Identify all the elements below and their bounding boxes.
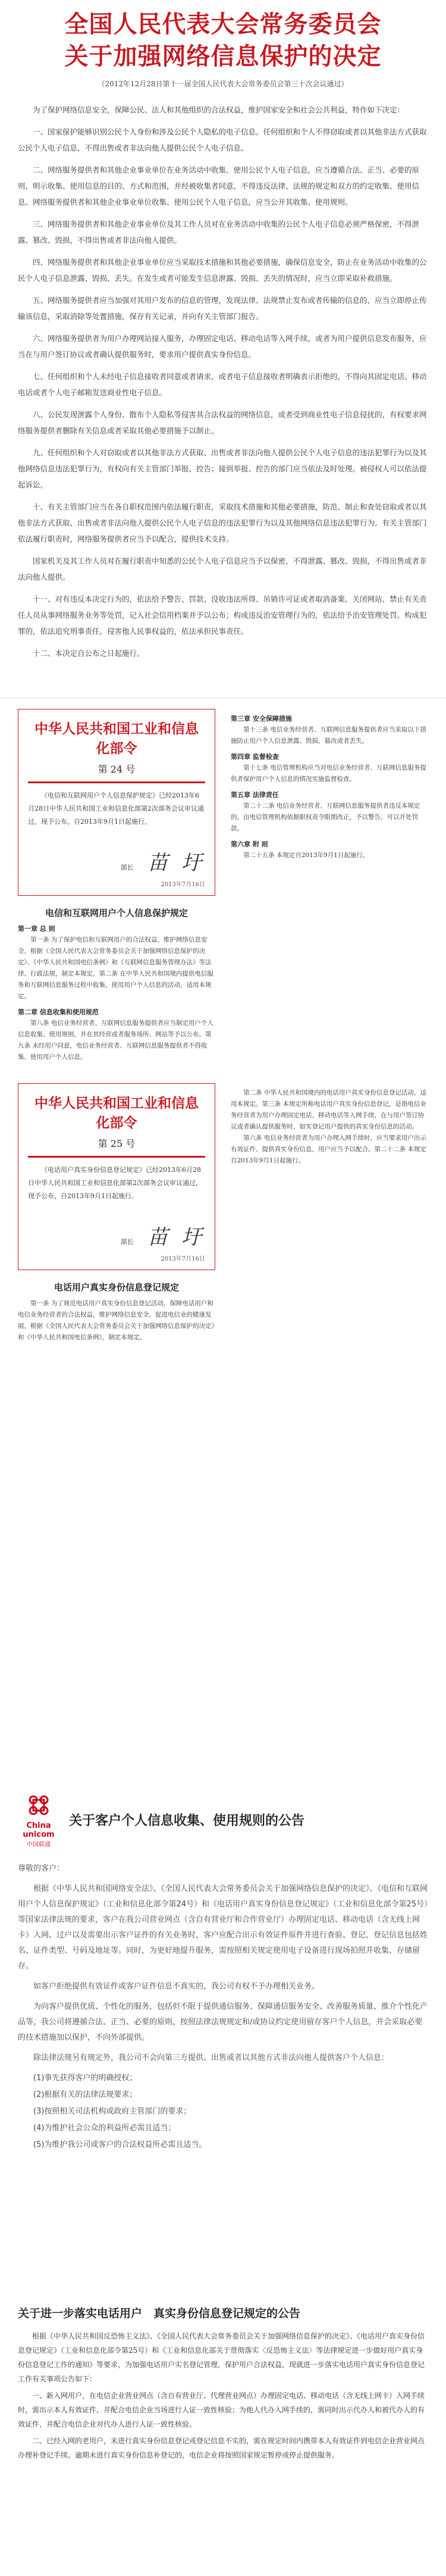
list-item: (4)为维护社会公众的利益所必需且适当；	[33, 2124, 176, 2133]
chapter-title: 第五章 法律责任	[231, 791, 279, 799]
chapter-text: 第十七条 电信管理机构应当对电信业务经营者、互联网信息服务提供者保护用户个人信息的情况实施监督检查。	[231, 764, 426, 783]
unicom-logo	[18, 1792, 59, 1848]
decision-paragraph: 为了保护网络信息安全，保障公民、法人和其他组织的合法权益，维护国家安全和社会公共利益，特作如下决定：	[33, 105, 405, 114]
logo-english: China unicom	[23, 1821, 55, 1839]
chapter-text: 第八条 电信业务经营者、互联网信息服务提供者应当制定用户个人信息收集、使用规则，并在其经营或者服务场所、网站等予以公布。第九条 未经用户同意，电信业务经营者、互联网信息服务提供者不得收集、使用用户个人信息。	[18, 1020, 213, 1061]
notice-paragraph: 二、已经入网的老用户，未进行真实身份信息登记或登记信息不实的，需在规定时间内携带本人有效证件到电信企业营业网点办理补登记手续。逾期未进行真实身份信息补登记的，电信企业将按照国家规定暂停或停止提供服务。	[18, 2437, 425, 2459]
notice-paragraph: 根据《中华人民共和国反恐怖主义法》、《全国人民代表大会常务委员会关于加强网络信息保护的决定》、《电话用户真实身份信息登记规定》（工业和信息化部令第25号）和《工业和信息化部关于贯彻落实〈反恐怖主义法〉等法律规定进一步做好用户真实身份信息登记工作的通知》等要求，为加强电话用户实名登记管理，保护用户合法权益，现就进一步落实电话用户真实身份信息登记工作有关事项公告如下：	[18, 2332, 425, 2383]
article-text: 第一条 为了规范电话用户真实身份信息登记活动，保障电话用户和电信业务经营者的合法权益，维护网络信息安全，促进电信业的健康发展，根据《全国人民代表大会常务委员会关于加强网络信息保护的决定》和《中华人民共和国电信条例》，制定本规定。	[18, 1300, 215, 1341]
decision-paragraph: 十、有关主管部门应当在各自职权范围内依法履行职责，采取技术措施和其他必要措施，防范、制止和查处窃取或者以其他非法方式获取、出售或者非法向他人提供公民个人电子信息的违法犯罪行为以及其他网络信息违法犯罪行为。有关主管部门依法履行职责时，网络服务提供者应当予以配合，提供技术支持。	[18, 502, 427, 543]
right-column	[231, 709, 428, 1781]
signature-block	[28, 1221, 205, 1250]
sign-label: 部长	[120, 1238, 134, 1246]
minister-signature: 苗 圩	[147, 851, 205, 875]
announcement-paragraph: 根据《中华人民共和国网络安全法》、《全国人民代表大会常务委员会关于加强网络信息保护的决定》、《电信和互联网用户个人信息保护规定》（工业和信息化部令第24号）和《电话用户真实身份信息登记规定》（工业和信息化部令第25号）等国家法律法规的要求，客户在我公司营业网点（含自有营业厅和合作营业厅）办理固定电话、移动电话（含无线上网卡）入网、过户以及需要出示客户证件的有关业务时，客户应配合出示有效证件原件并进行查验、登记，登记信息包括姓名、证件类型、号码及地址等。同时，为更好地提升服务，需按照相关规定使用电子设备进行现场拍照并收集、存储留存。	[18, 1884, 428, 1971]
order-issuer: 中华人民共和国工业和信息化部令	[34, 1095, 199, 1131]
order-25-header	[18, 1083, 215, 1270]
greeting: 尊敬的客户：	[18, 1864, 65, 1873]
regulation-title: 电信和互联网用户个人信息保护规定	[45, 908, 188, 918]
chapter-text: 第二十二条 电信业务经营者、互联网信息服务提供者违反本规定的，由电信管理机构依据职权责令限期改正，予以警告，可以并处罚款。	[231, 802, 420, 832]
chapter-title: 第一章 总 则	[18, 925, 55, 933]
unicom-header	[18, 1792, 428, 1848]
sign-label: 部长	[120, 864, 134, 871]
list-item: (1)事先获得客户的明确授权；	[33, 2074, 137, 2083]
decision-section	[0, 0, 446, 698]
order-number: 第 24 号	[98, 764, 136, 775]
decision-paragraph: 十二、本决定自公布之日起施行。	[33, 649, 145, 658]
chapter-title: 第四章 监督检查	[231, 753, 279, 761]
order-body: 《电话用户真实身份信息登记规定》已经2013年6月28日中华人民共和国工业和信息化部第2次部务会议审议通过，现予公布，自2013年9月1日起施行。	[28, 1166, 202, 1200]
list-item: (2)根据有关的法律法规要求；	[33, 2090, 137, 2099]
chapter-title: 第三章 安全保障措施	[231, 715, 292, 723]
decision-paragraph: 二、网络服务提供者和其他企业事业单位在业务活动中收集、使用公民个人电子信息，应当遵循合法、正当、必要的原则，明示收集、使用信息的目的、方式和范围，并经被收集者同意，不得违反法律、法规的规定和双方的约定收集、使用信息。网络服务提供者和其他企业事业单位收集、使用公民个人电子信息，应当公开其收集、使用规则。	[18, 165, 420, 207]
order-body: 《电信和互联网用户个人信息保护规定》已经2013年6月28日中华人民共和国工业和信息化部第2次部务会议审议通过，现予公布，自2013年9月1日起施行。	[28, 792, 204, 826]
decision-paragraph: 九、任何组织和个人对窃取或者以其他非法方式获取、出售或者非法向他人提供公民个人电子信息的违法犯罪行为以及其他网络信息违法犯罪行为，有权向有关主管部门举报、控告；接到举报、控告的部门应当依法及时处理。被侵权人可以依法提起诉讼。	[18, 448, 427, 489]
signature-block	[28, 846, 205, 876]
article-text: 第六条 电信业务经营者为用户办理入网手续时，应当要求用户出示有效证件、提供真实身份信息，用户应当予以配合。第二十二条 本规定自2013年9月1日起施行。	[231, 1134, 426, 1164]
decision-paragraph: 六、网络服务提供者为用户办理网站接入服务，办理固定电话、移动电话等入网手续，或者为用户提供信息发布服务，应当在与用户签订协议或者确认提供服务时，要求用户提供真实身份信息。	[18, 334, 427, 359]
decision-paragraph: 四、网络服务提供者和其他企业事业单位应当采取技术措施和其他必要措施，确保信息安全，防止在业务活动中收集的公民个人电子信息泄露、毁损、丢失。在发生或者可能发生信息泄露、毁损、丢失的情况时，应当立即采取补救措施。	[18, 258, 427, 283]
order-date: 2013年7月16日	[161, 1256, 205, 1262]
order-number: 第 25 号	[98, 1138, 136, 1149]
red-divider	[28, 1156, 205, 1158]
realname-notice-section	[0, 2299, 446, 2576]
list-item: (3)按照相关司法机构或政府主管部门的要求；	[33, 2107, 191, 2116]
chapter-text: 第一条 为了保护电信和互联网用户的合法权益，维护网络信息安全，根据《全国人民代表大会常务委员会关于加强网络信息保护的决定》、《中华人民共和国电信条例》和《互联网信息服务管理办法》等法律、行政法规，制定本规定。第二条 在中华人民共和国境内提供电信服务和互联网信息服务过程中收集、使用用户个人信息的活动，适用本规定。	[18, 936, 213, 1000]
order-24-header	[18, 709, 215, 896]
minister-signature: 苗 圩	[147, 1226, 205, 1249]
order-date: 2013年7月16日	[161, 881, 205, 888]
regulation-title: 电话用户真实身份信息登记规定	[54, 1282, 179, 1293]
decision-paragraph: 八、公民发现泄露个人身份、散布个人隐私等侵害其合法权益的网络信息，或者受到商业性电子信息侵扰的，有权要求网络服务提供者删除有关信息或者采取其他必要措施予以制止。	[18, 410, 427, 435]
red-divider	[28, 781, 205, 783]
announcement-paragraph: 除法律法规另有规定外，我公司不会向第三方提供、出售或者以其他方式非法向他人提供客户个人信息：	[33, 2053, 390, 2062]
list-item: (5)为维护我公司或客户的合法权益所必需且适当。	[33, 2140, 207, 2149]
notice-title: 关于进一步落实电话用户 真实身份信息登记规定的公告	[18, 2307, 301, 2320]
chapter-title: 第六章 附 则	[231, 840, 268, 848]
announcement-paragraph: 为向客户提供优质、个性化的服务，包括但不限于提供通信服务、保障通信服务安全、改善服务质量、推介个性化产品等，我公司将遵循合法、正当、必要的原则，按照法律法规规定和/或协议约定使用留存客户个人信息，并会采取必要的技术措施加以保护，不向外部提供。	[18, 2002, 428, 2042]
logo-chinese: 中国联通	[27, 1842, 51, 1848]
unicom-knot-icon	[25, 1792, 52, 1819]
decision-paragraph: 国家机关及其工作人员对在履行职责中知悉的公民个人电子信息应当予以保密，不得泄露、篡改、毁损，不得出售或者非法向他人提供。	[18, 557, 427, 582]
chapter-text: 第二十五条 本规定自2013年9月1日起施行。	[243, 852, 369, 859]
article-text: 第二条 中华人民共和国境内的电话用户真实身份信息登记活动，适用本规定。第三条 本规定所称电话用户真实身份信息登记，是指电信业务经营者为用户办理固定电话、移动电话等入网手续，在与用户签订协议或者确认提供服务时，如实登记用户提供的真实身份信息的活动。	[231, 1089, 426, 1130]
order-issuer: 中华人民共和国工业和信息化部令	[34, 721, 199, 756]
column-spacer	[231, 861, 428, 1087]
decision-paragraph: 十一、对有违反本决定行为的，依法给予警告、罚款、没收违法所得、吊销许可证或者取消备案、关闭网站、禁止有关责任人员从事网络服务业务等处罚，记入社会信用档案并予以公布；构成违反治安管理行为的，依法给予治安管理处罚。构成犯罪的，依法追究刑事责任。侵害他人民事权益的，依法承担民事责任。	[18, 595, 427, 636]
decision-paragraph: 五、网络服务提供者应当加强对其用户发布的信息的管理，发现法律、法规禁止发布或者传输的信息的，应当立即停止传输该信息，采取消除等处置措施，保存有关记录，并向有关主管部门报告。	[18, 296, 427, 321]
unicom-announcement-section	[0, 1781, 446, 2299]
chapter-text: 第十三条 电信业务经营者、互联网信息服务提供者应当采取以下措施防止用户个人信息泄露、毁损、篡改或者丢失。	[231, 726, 426, 745]
notice-paragraph: 一、新入网用户，在电信企业营业网点（含自有营业厅、代理营业网点）办理固定电话、移动电话（含无线上网卡）入网手续时，需出示本人有效证件，并配合电信企业当场进行人证一致性核验；为他人代办入网手续的，需同时出示代办人和被代办人的有效证件，并配合电信企业对代办人进行人证一致性核验。	[18, 2391, 425, 2428]
decision-paragraph: 三、网络服务提供者和其他企业事业单位及其工作人员对在业务活动中收集的公民个人电子信息必须严格保密，不得泄露、篡改、毁损，不得出售或者非法向他人提供。	[18, 220, 420, 245]
chapter-title: 第二章 信息收集和使用规范	[18, 1008, 99, 1016]
decision-subtitle: （2012年12月28日第十一届全国人民代表大会常务委员会第三十次会议通过）	[98, 80, 348, 88]
announcement-title: 关于客户个人信息收集、使用规则的公告	[69, 1814, 305, 1828]
miit-orders-section	[0, 698, 446, 1781]
decision-title-line2: 关于加强网络信息保护的决定	[64, 42, 382, 70]
announcement-paragraph: 如客户拒绝提供有效证件或客户证件信息不真实的，我公司有权不予办理相关业务。	[33, 1982, 320, 1991]
left-column	[18, 709, 215, 1781]
decision-title-line1: 全国人民代表大会常务委员会	[64, 10, 382, 38]
decision-paragraph: 一、国家保护能够识别公民个人身份和涉及公民个人隐私的电子信息。任何组织和个人不得窃取或者以其他非法方式获取公民个人电子信息，不得出售或者非法向他人提供公民个人电子信息。	[18, 127, 427, 152]
decision-paragraph: 七、任何组织和个人未经电子信息接收者同意或者请求，或者电子信息接收者明确表示拒绝的，不得向其固定电话、移动电话或者个人电子邮箱发送商业性电子信息。	[18, 372, 427, 397]
